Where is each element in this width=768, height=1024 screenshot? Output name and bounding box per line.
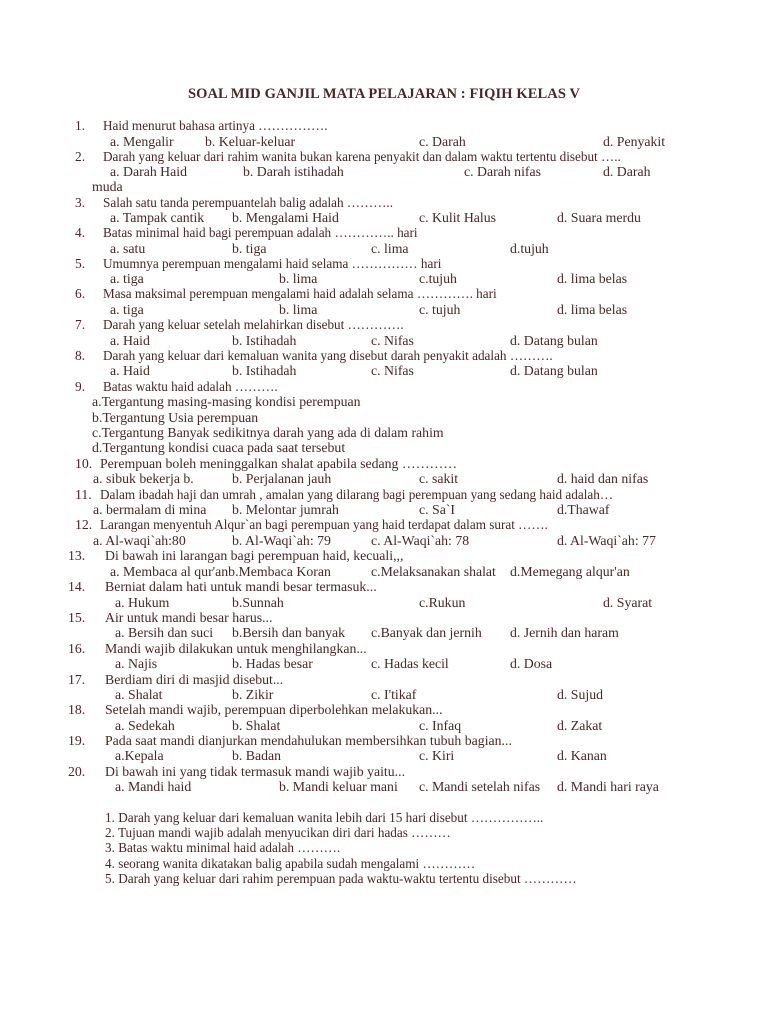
option-d: d.Thawaf (557, 502, 610, 517)
option-b: b.Sunnah (232, 595, 284, 610)
option-a: a. Haid (110, 333, 150, 348)
option-a: a. Sedekah (115, 718, 175, 733)
option-a: a. Shalat (115, 687, 163, 702)
question-text: Berdiam diri di masjid disebut... (105, 672, 284, 687)
option-a: a. tiga (110, 302, 144, 317)
option-b: b.Tergantung Usia perempuan (92, 410, 259, 425)
option-c: c. Mandi setelah nifas (419, 779, 541, 794)
question-number: 8. (75, 348, 86, 363)
option-c: c.Banyak dan jernih (371, 625, 482, 640)
question-text: Haid menurut bahasa artinya ……………. (103, 118, 328, 133)
question-number: 14. (68, 579, 86, 594)
question-number: 6. (75, 286, 86, 301)
option-c: c.Rukun (419, 595, 466, 610)
question-number: 1. (75, 118, 86, 133)
option-b: b.Bersih dan banyak (232, 625, 346, 640)
option-c: c. Nifas (371, 363, 414, 378)
question-number: 4. (75, 225, 86, 240)
option-c: c. Kiri (419, 748, 455, 763)
question-number: 12. (75, 517, 93, 532)
question-number: 20. (68, 764, 86, 779)
option-d: d. Jernih dan haram (510, 625, 619, 640)
option-c: c.Melaksanakan shalat (371, 564, 496, 579)
option-b: b. Badan (232, 748, 282, 763)
option-d: d.Tergantung kondisi cuaca pada saat tersebut (92, 440, 346, 455)
option-d: d. Al-Waqi`ah: 77 (557, 533, 656, 548)
option-b: b. lima (279, 271, 318, 286)
option-a: a. Darah Haid (110, 164, 187, 179)
option-d: d.tujuh (510, 241, 549, 256)
option-b: b. Hadas besar (232, 656, 313, 671)
option-d: d. Datang bulan (510, 363, 598, 378)
question-text: Di bawah ini yang tidak termasuk mandi wajib yaitu... (105, 764, 406, 779)
question-text: Air untuk mandi besar harus... (105, 610, 273, 625)
option-b: b. tiga (232, 241, 267, 256)
option-a: a. Hukum (115, 595, 170, 610)
option-b: b. Shalat (232, 718, 281, 733)
option-d: d. Penyakit (603, 134, 666, 149)
option-a: a.Tergantung masing-masing kondisi perempuan (92, 394, 361, 409)
question-text: Darah yang keluar dari kemaluan wanita yang disebut darah penyakit adalah ………. (103, 348, 553, 363)
option-a: a. Mengalir (110, 134, 174, 149)
option-c: c. Darah (419, 134, 466, 149)
question-text: Setelah mandi wajib, perempuan diperbolehkan melakukan... (105, 702, 443, 717)
option-a: a. Al-waqi`ah:80 (93, 533, 186, 548)
option-c: c. sakit (419, 471, 459, 486)
option-a: a. sibuk bekerja b. (93, 471, 194, 486)
option-d: d. Zakat (557, 718, 603, 733)
question-text: Batas waktu haid adalah ………. (103, 379, 278, 394)
question-text: Perempuan boleh meninggalkan shalat apabila sedang ………… (100, 456, 458, 471)
question-text: Mandi wajib dilakukan untuk menghilangkan... (105, 641, 367, 656)
option-d: d. Mandi hari raya (557, 779, 659, 794)
option-a: a. Tampak cantik (110, 210, 205, 225)
option-c: c.Tergantung Banyak sedikitnya darah yang ada di dalam rahim (92, 425, 444, 440)
option-d: d. lima belas (557, 302, 628, 317)
question-text: Masa maksimal perempuan mengalami haid adalah selama …………. hari (103, 286, 497, 301)
question-number: 3. (75, 195, 86, 210)
option-c: c. Al-Waqi`ah: 78 (371, 533, 470, 548)
option-c: c. Darah nifas (464, 164, 541, 179)
option-d: d. Datang bulan (510, 333, 598, 348)
option-d: d. Sujud (557, 687, 603, 702)
option-a: a. Haid (110, 363, 150, 378)
option-a: a. Bersih dan suci (115, 625, 214, 640)
option-c: c. Kulit Halus (419, 210, 497, 225)
question-number: 15. (68, 610, 86, 625)
question-number: 19. (68, 733, 86, 748)
option-a: a.Kepala (115, 748, 164, 763)
question-number: 10. (75, 456, 93, 471)
option-b: b. Istihadah (232, 363, 297, 378)
question-number: 16. (68, 641, 86, 656)
option-d: d. Suara merdu (557, 210, 641, 225)
question-text: Dalam ibadah haji dan umrah , amalan yang dilarang bagi perempuan yang sedang haid adalah… (100, 487, 614, 502)
option-d: d. Syarat (603, 595, 653, 610)
option-b: b. Mandi keluar mani (279, 779, 398, 794)
question-number: 18. (68, 702, 86, 717)
question-number: 17. (68, 672, 86, 687)
option-b: b. Perjalanan jauh (232, 471, 332, 486)
document-title: SOAL MID GANJIL MATA PELAJARAN : FIQIH KELAS V (187, 86, 581, 102)
option-d: d. Dosa (510, 656, 553, 671)
question-text: Darah yang keluar setelah melahirkan disebut …………. (103, 317, 404, 332)
option-d: d. haid dan nifas (557, 471, 649, 486)
option-wrap: muda (92, 179, 123, 194)
essay-item: 4. seorang wanita dikatakan balig apabila sudah mengalami ………… (105, 856, 476, 871)
option-b: b. Zikir (232, 687, 274, 702)
option-c: c.tujuh (419, 271, 457, 286)
question-text: Batas minimal haid bagi perempuan adalah ………….. hari (103, 225, 418, 240)
question-number: 7. (75, 317, 86, 332)
option-c: c. tujuh (419, 302, 461, 317)
option-b: b. Mengalami Haid (232, 210, 339, 225)
option-a: a. bermalam di mina (93, 502, 207, 517)
option-a: a. Najis (115, 656, 158, 671)
option-a: a. tiga (110, 271, 144, 286)
option-b: b. Melontar jumrah (232, 502, 339, 517)
option-c: c. I'tikaf (371, 687, 417, 702)
question-number: 2. (75, 149, 86, 164)
option-d: d. Darah (603, 164, 651, 179)
option-a: a. Membaca al qur'anb.Membaca Koran (110, 564, 331, 579)
option-b: b. Al-Waqi`ah: 79 (232, 533, 331, 548)
question-text: Pada saat mandi dianjurkan mendahulukan membersihkan tubuh bagian... (105, 733, 512, 748)
option-d: d. Kanan (557, 748, 607, 763)
question-number: 9. (75, 379, 86, 394)
option-a: a. satu (110, 241, 146, 256)
question-number: 11. (75, 487, 92, 502)
question-text: Salah satu tanda perempuantelah balig adalah ……….. (103, 195, 394, 210)
option-b: b. lima (279, 302, 318, 317)
option-c: c. Sa`I (419, 502, 456, 517)
option-b: b. Darah istihadah (243, 164, 344, 179)
option-d: d.Memegang alqur'an (510, 564, 630, 579)
question-text: Larangan menyentuh Alqur`an bagi perempuan yang haid terdapat dalam surat ……. (100, 517, 548, 532)
question-number: 13. (68, 548, 86, 563)
essay-item: 3. Batas waktu minimal haid adalah ………. (105, 840, 341, 855)
question-text: Darah yang keluar dari rahim wanita bukan karena penyakit dan dalam waktu tertentu disebut ….. (103, 149, 621, 164)
option-b: b. Istihadah (232, 333, 297, 348)
essay-item: 5. Darah yang keluar dari rahim perempuan pada waktu-waktu tertentu disebut ………… (105, 871, 577, 886)
option-c: c. lima (371, 241, 409, 256)
option-c: c. Infaq (419, 718, 462, 733)
question-text: Di bawah ini larangan bagi perempuan haid, kecuali,,, (105, 548, 404, 563)
option-b: b. Keluar-keluar (205, 134, 296, 149)
question-number: 5. (75, 256, 86, 271)
option-c: c. Hadas kecil (371, 656, 449, 671)
essay-item: 2. Tujuan mandi wajib adalah menyucikan diri dari hadas ……… (105, 825, 451, 840)
essay-item: 1. Darah yang keluar dari kemaluan wanita lebih dari 15 hari disebut …………….. (105, 810, 544, 825)
option-c: c. Nifas (371, 333, 414, 348)
question-text: Berniat dalam hati untuk mandi besar termasuk... (105, 579, 377, 594)
question-text: Umumnya perempuan mengalami haid selama …………… hari (103, 256, 442, 271)
option-d: d. lima belas (557, 271, 628, 286)
option-a: a. Mandi haid (115, 779, 192, 794)
